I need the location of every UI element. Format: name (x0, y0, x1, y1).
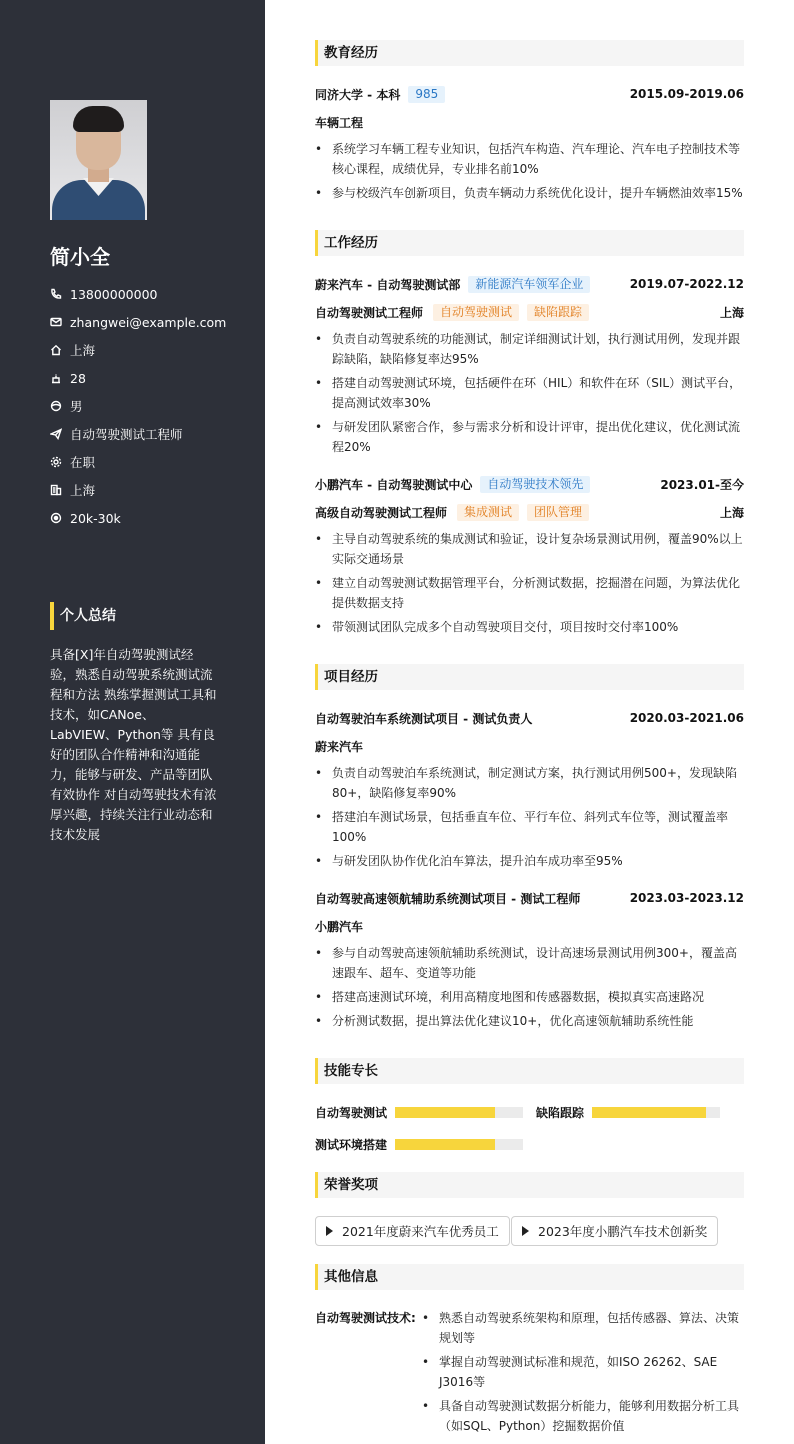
skill-name: 测试环境搭建 (315, 1137, 388, 1152)
project-row (315, 708, 744, 728)
major-row (315, 112, 744, 132)
age-icon (50, 372, 62, 384)
education-row (315, 84, 744, 104)
job-company: 小鹏汽车 - 自动驾驶测试中心 (315, 477, 473, 492)
project-bullets (315, 763, 744, 875)
section-projects-title: 项目经历 (315, 664, 744, 690)
education-bullets (315, 139, 744, 207)
job-period: 2023.01-至今 (660, 477, 744, 492)
other-label: 自动驾驶测试技术: (315, 1311, 416, 1325)
award-text: 2021年度蔚来汽车优秀员工 (342, 1224, 499, 1239)
skill-fill (395, 1139, 495, 1150)
list-item: • 搭建泊车测试场景，包括垂直车位、平行车位、斜列式车位等，测试覆盖率100% (315, 807, 744, 847)
phone-row (50, 280, 226, 308)
other-list (422, 1308, 744, 1440)
project-company-row (315, 736, 744, 756)
skill-bar (395, 1107, 523, 1118)
skill-fill (395, 1107, 495, 1118)
sidebar (0, 0, 265, 1444)
award-item (511, 1216, 718, 1246)
list-item: • 熟悉自动驾驶系统架构和原理，包括传感器、算法、决策规划等 (422, 1308, 744, 1348)
status-text: 在职 (70, 455, 96, 470)
list-item: • 搭建自动驾驶测试环境，包括硬件在环（HIL）和软件在环（SIL）测试平台，提高测试效率30% (315, 373, 744, 413)
job-company: 蔚来汽车 - 自动驾驶测试部 (315, 277, 461, 292)
email-text: zhangwei@example.com (70, 314, 227, 330)
job-period: 2019.07-2022.12 (629, 277, 744, 291)
job-row (315, 474, 744, 494)
job-role-row (315, 302, 744, 322)
project-row (315, 888, 744, 908)
skill-bar (592, 1107, 720, 1118)
section-other-title: 其他信息 (315, 1264, 744, 1290)
project-bullets (315, 943, 744, 1035)
education-period: 2015.09-2019.06 (629, 87, 744, 101)
summary-text: 具备[X]年自动驾驶测试经验，熟悉自动驾驶系统测试流程和方法 熟练掌握测试工具和技术，如CANoe、LabVIEW、Python等 具有良好的团队合作精神和沟通能力，能够与研发、产品等团队有效协作 对自动驾驶技术有浓厚兴趣，持续关注行业动态和技术发展 (50, 647, 217, 842)
gender-text: 男 (70, 399, 83, 414)
email-row (50, 308, 226, 336)
age-text: 28 (70, 370, 86, 386)
skill-bar (395, 1139, 523, 1150)
list-item: • 与研发团队协作优化泊车算法，提升泊车成功率至95% (315, 851, 744, 871)
contact-info (50, 280, 226, 532)
home-icon (50, 344, 62, 356)
status-row (50, 448, 226, 476)
list-item: • 搭建高速测试环境，利用高精度地图和传感器数据，模拟真实高速路况 (315, 987, 744, 1007)
company-tag: 自动驾驶技术领先 (480, 476, 590, 493)
section-work-title: 工作经历 (315, 230, 744, 256)
project-company: 小鹏汽车 (315, 919, 364, 934)
list-item: • 建立自动驾驶测试数据管理平台，分析测试数据，挖掘潜在问题，为算法优化提供数据支持 (315, 573, 744, 613)
play-icon (522, 1226, 529, 1236)
job-row (315, 274, 744, 294)
list-item: • 负责自动驾驶泊车系统测试，制定测试方案，执行测试用例500+，发现缺陷80+，缺陷修复率90% (315, 763, 744, 803)
skill-item (315, 1102, 523, 1122)
play-icon (326, 1226, 333, 1236)
list-item: • 与研发团队紧密合作，参与需求分析和设计评审，提出优化建议，优化测试流程20% (315, 417, 744, 457)
award-item (315, 1216, 510, 1246)
major-name: 车辆工程 (315, 115, 364, 130)
job-role-row (315, 502, 744, 522)
skill-item (536, 1102, 720, 1122)
salary-text: 20k-30k (70, 510, 121, 526)
list-item: • 负责自动驾驶系统的功能测试，制定详细测试计划，执行测试用例，发现并跟踪缺陷，缺陷修复率达95% (315, 329, 744, 369)
project-company: 蔚来汽车 (315, 739, 364, 754)
salary-icon (50, 512, 62, 524)
school-tag: 985 (408, 86, 445, 103)
list-item: • 主导自动驾驶系统的集成测试和验证，设计复杂场景测试用例，覆盖90%以上实际交通场景 (315, 529, 744, 569)
list-item: • 具备自动驾驶测试数据分析能力，能够利用数据分析工具（如SQL、Python）挖掘数据价值 (422, 1396, 744, 1436)
gender-icon (50, 400, 62, 412)
status-icon (50, 456, 62, 468)
position-text: 自动驾驶测试工程师 (70, 427, 183, 442)
project-name: 自动驾驶泊车系统测试项目 - 测试负责人 (315, 711, 533, 726)
role-tag: 集成测试 (457, 504, 519, 521)
summary-title: 个人总结 (50, 602, 116, 630)
section-awards-title: 荣誉奖项 (315, 1172, 744, 1198)
job-bullets (315, 329, 744, 461)
role-tag: 团队管理 (527, 504, 589, 521)
section-skills-title: 技能专长 (315, 1058, 744, 1084)
list-item: • 掌握自动驾驶测试标准和规范，如ISO 26262、SAE J3016等 (422, 1352, 744, 1392)
age-row (50, 364, 226, 392)
location-row (50, 336, 226, 364)
award-text: 2023年度小鹏汽车技术创新奖 (538, 1224, 708, 1239)
project-period: 2023.03-2023.12 (629, 891, 744, 905)
profile-name: 简小全 (50, 245, 110, 269)
section-education-title: 教育经历 (315, 40, 744, 66)
mail-icon (50, 316, 62, 328)
list-item: • 带领测试团队完成多个自动驾驶项目交付，项目按时交付率100% (315, 617, 744, 637)
job-city: 上海 (719, 305, 744, 320)
role-tag: 缺陷跟踪 (527, 304, 589, 321)
salary-row (50, 504, 226, 532)
location-text: 上海 (70, 343, 96, 358)
list-item: • 参与自动驾驶高速领航辅助系统测试，设计高速场景测试用例300+，覆盖高速跟车、超车、变道等功能 (315, 943, 744, 983)
project-name: 自动驾驶高速领航辅助系统测试项目 - 测试工程师 (315, 891, 581, 906)
list-item: • 分析测试数据，提出算法优化建议10+，优化高速领航辅助系统性能 (315, 1011, 744, 1031)
list-item: • 参与校级汽车创新项目，负责车辆动力系统优化设计，提升车辆燃油效率15% (315, 183, 744, 203)
job-city: 上海 (719, 505, 744, 520)
school-name: 同济大学 - 本科 (315, 87, 401, 102)
position-row (50, 420, 226, 448)
list-item: • 系统学习车辆工程专业知识，包括汽车构造、汽车理论、汽车电子控制技术等核心课程，成绩优异，专业排名前10% (315, 139, 744, 179)
skill-fill (592, 1107, 706, 1118)
city-text: 上海 (70, 483, 96, 498)
skill-name: 自动驾驶测试 (315, 1105, 388, 1120)
job-role: 自动驾驶测试工程师 (315, 305, 424, 320)
job-bullets (315, 529, 744, 641)
skill-name: 缺陷跟踪 (536, 1105, 585, 1120)
phone-icon (50, 288, 62, 300)
role-tag: 自动驾驶测试 (433, 304, 519, 321)
city-row (50, 476, 226, 504)
building-icon (50, 484, 62, 496)
skill-item (315, 1134, 523, 1154)
send-icon (50, 428, 62, 440)
gender-row (50, 392, 226, 420)
project-company-row (315, 916, 744, 936)
job-role: 高级自动驾驶测试工程师 (315, 505, 448, 520)
phone-text: 13800000000 (70, 286, 158, 302)
avatar (50, 100, 147, 220)
company-tag: 新能源汽车领军企业 (468, 276, 590, 293)
project-period: 2020.03-2021.06 (629, 711, 744, 725)
